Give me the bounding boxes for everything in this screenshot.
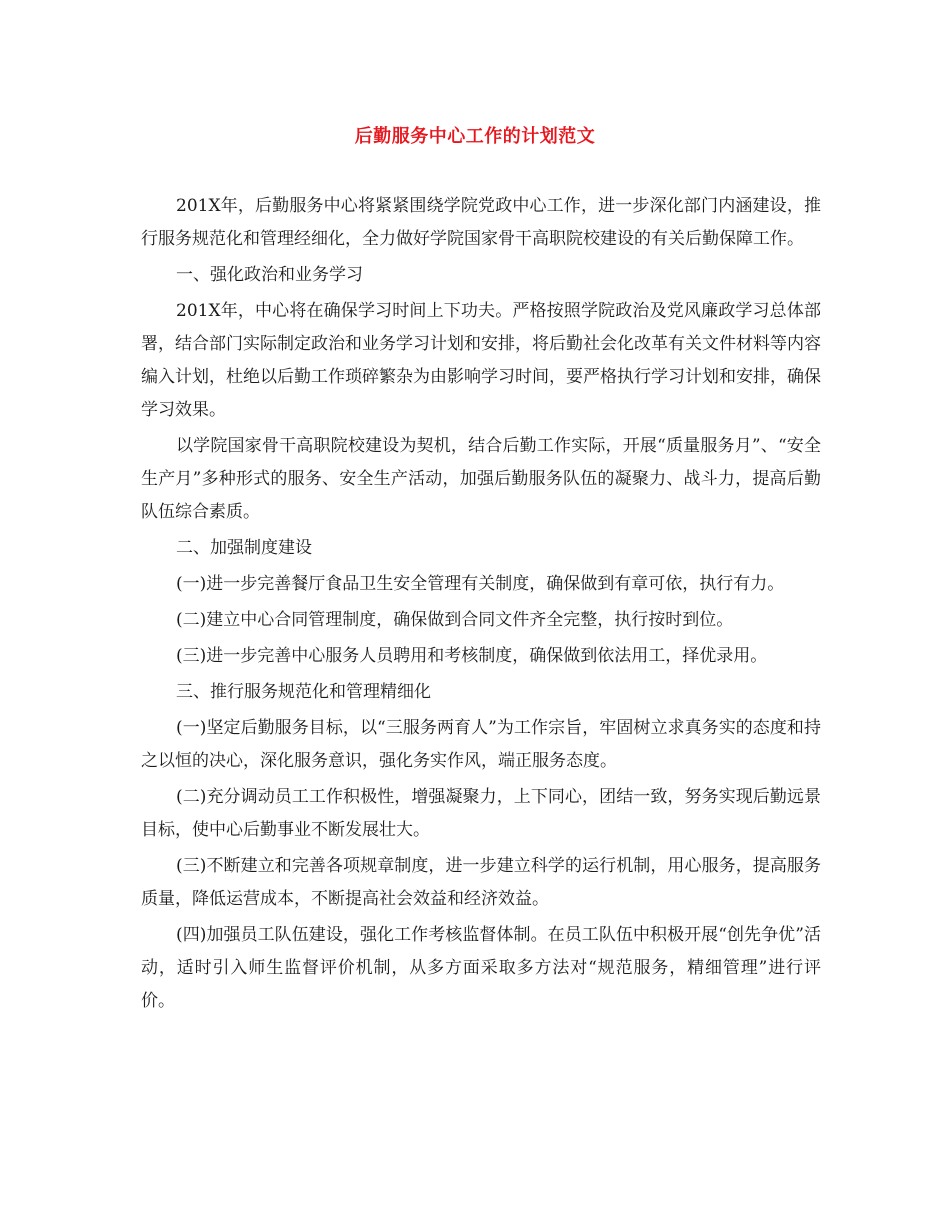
paragraph-study-time: 201X年，中心将在确保学习时间上下功夫。严格按照学院政治及党风廉政学习总体部署，结合部门实际制定政治和业务学习计划和安排，将后勤社会化改革有关文件材料等内容编入计划，杜绝以后勤工作琐碎繁杂为由影响学习时间，要严格执行学习计划和安排，确保学习效果。 [141, 301, 821, 420]
document-title: 后勤服务中心工作的计划范文 [354, 126, 596, 147]
section-heading-3: 三、推行服务规范化和管理精细化 [176, 682, 431, 702]
list-item: (一)坚定后勤服务目标，以“三服务两育人”为工作宗旨，牢固树立求真务实的态度和持之以恒的决心，深化服务意识，强化务实作风，端正服务态度。 [141, 718, 821, 771]
document-body [141, 190, 821, 1021]
list-item: (一)进一步完善餐厅食品卫生安全管理有关制度，确保做到有章可依，执行有力。 [176, 574, 785, 594]
paragraph-activities: 以学院国家骨干高职院校建设为契机，结合后勤工作实际，开展“质量服务月”、“安全生产月”多种形式的服务、安全生产活动，加强后勤服务队伍的凝聚力、战斗力，提高后勤队伍综合素质。 [141, 436, 821, 522]
list-item: (二)充分调动员工工作积极性，增强凝聚力，上下同心，团结一致，努务实现后勤远景目标，使中心后勤事业不断发展壮大。 [141, 787, 821, 840]
section-heading-1: 一、强化政治和业务学习 [176, 265, 363, 285]
list-item: (三)不断建立和完善各项规章制度，进一步建立科学的运行机制，用心服务，提高服务质量，降低运营成本，不断提高社会效益和经济效益。 [141, 856, 821, 909]
paragraph-intro: 201X年，后勤服务中心将紧紧围绕学院党政中心工作，进一步深化部门内涵建设，推行服务规范化和管理经细化，全力做好学院国家骨干高职院校建设的有关后勤保障工作。 [141, 196, 821, 249]
list-item: (三)进一步完善中心服务人员聘用和考核制度，确保做到依法用工，择优录用。 [176, 646, 768, 666]
list-item: (四)加强员工队伍建设，强化工作考核监督体制。在员工队伍中积极开展“创先争优”活动，适时引入师生监督评价机制，从多方面采取多方法对“规范服务，精细管理”进行评价。 [141, 925, 821, 1011]
section-heading-2: 二、加强制度建设 [176, 538, 312, 558]
list-item: (二)建立中心合同管理制度，确保做到合同文件齐全完整，执行按时到位。 [176, 610, 734, 630]
